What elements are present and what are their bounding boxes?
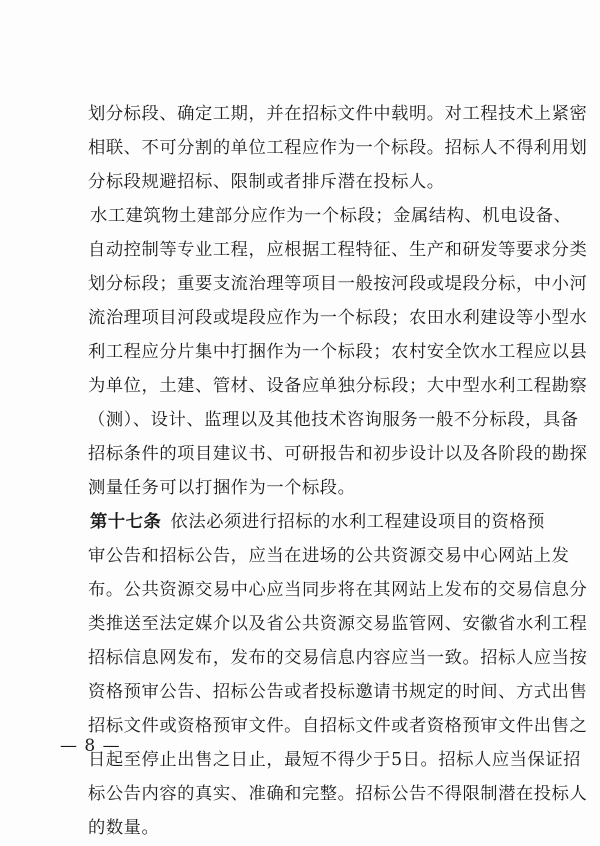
paragraph-3-line-6: 资格预审公告、招标公告或者投标邀请书规定的时间、方式出售 xyxy=(88,682,588,702)
paragraph-1-line-1: 划分标段、确定工期，并在招标文件中载明。对工程技术上紧密 xyxy=(88,104,588,124)
paragraph-2-line-1: 水工建筑物土建部分应作为一个标段；金属结构、机电设备、 xyxy=(90,206,572,226)
paragraph-2-line-2: 自动控制等专业工程，应根据工程特征、生产和研发等要求分类 xyxy=(88,240,588,260)
paragraph-3-line-7: 招标文件或资格预审文件。自招标文件或者资格预审文件出售之 xyxy=(88,716,588,736)
paragraph-2-line-4: 流治理项目河段或堤段应作为一个标段；农田水利建设等小型水 xyxy=(88,308,588,328)
paragraph-2-line-5: 利工程应分片集中打捆作为一个标段；农村安全饮水工程应以县 xyxy=(88,342,588,362)
paragraph-3-line-4: 类推送至法定媒介以及省公共资源交易监管网、安徽省水利工程 xyxy=(88,614,588,634)
paragraph-1-line-3: 分标段规避招标、限制或者排斥潜在投标人。 xyxy=(88,172,445,192)
paragraph-1-line-2: 相联、不可分割的单位工程应作为一个标段。招标人不得利用划 xyxy=(88,138,588,158)
paragraph-3-line-8: 日起至停止出售之日止，最短不得少于5日。招标人应当保证招 xyxy=(88,750,581,770)
article-label: 第十七条 xyxy=(90,512,162,532)
paragraph-3-line-2: 审公告和招标公告，应当在进场的公共资源交易中心网站上发 xyxy=(88,546,570,566)
paragraph-2-line-8: 招标条件的项目建议书、可研报告和初步设计以及各阶段的勘探 xyxy=(88,444,588,464)
page-number: — 8 — xyxy=(60,736,121,756)
paragraph-3-line-3: 布。公共资源交易中心应当同步将在其网站上发布的交易信息分 xyxy=(88,580,588,600)
paragraph-2-line-7: （测）、设计、监理以及其他技术咨询服务一般不分标段，具备 xyxy=(88,410,579,430)
paragraph-3-line-5: 招标信息网发布，发布的交易信息内容应当一致。招标人应当按 xyxy=(88,648,588,668)
paragraph-2-line-6: 为单位，土建、管材、设备应单独分标段；大中型水利工程勘察 xyxy=(88,376,588,396)
paragraph-3-line-10: 的数量。 xyxy=(88,818,160,838)
paragraph-3-line-1-text: 依法必须进行招标的水利工程建设项目的资格预 xyxy=(170,512,545,532)
paragraph-3-line-9: 标公告内容的真实、准确和完整。招标公告不得限制潜在投标人 xyxy=(88,784,588,804)
document-body xyxy=(88,97,588,845)
paragraph-2-line-9: 测量任务可以打捆作为一个标段。 xyxy=(88,478,356,498)
paragraph-2-line-3: 划分标段；重要支流治理等项目一般按河段或堤段分标，中小河 xyxy=(88,274,588,294)
paragraph-3-line-1 xyxy=(88,505,545,539)
